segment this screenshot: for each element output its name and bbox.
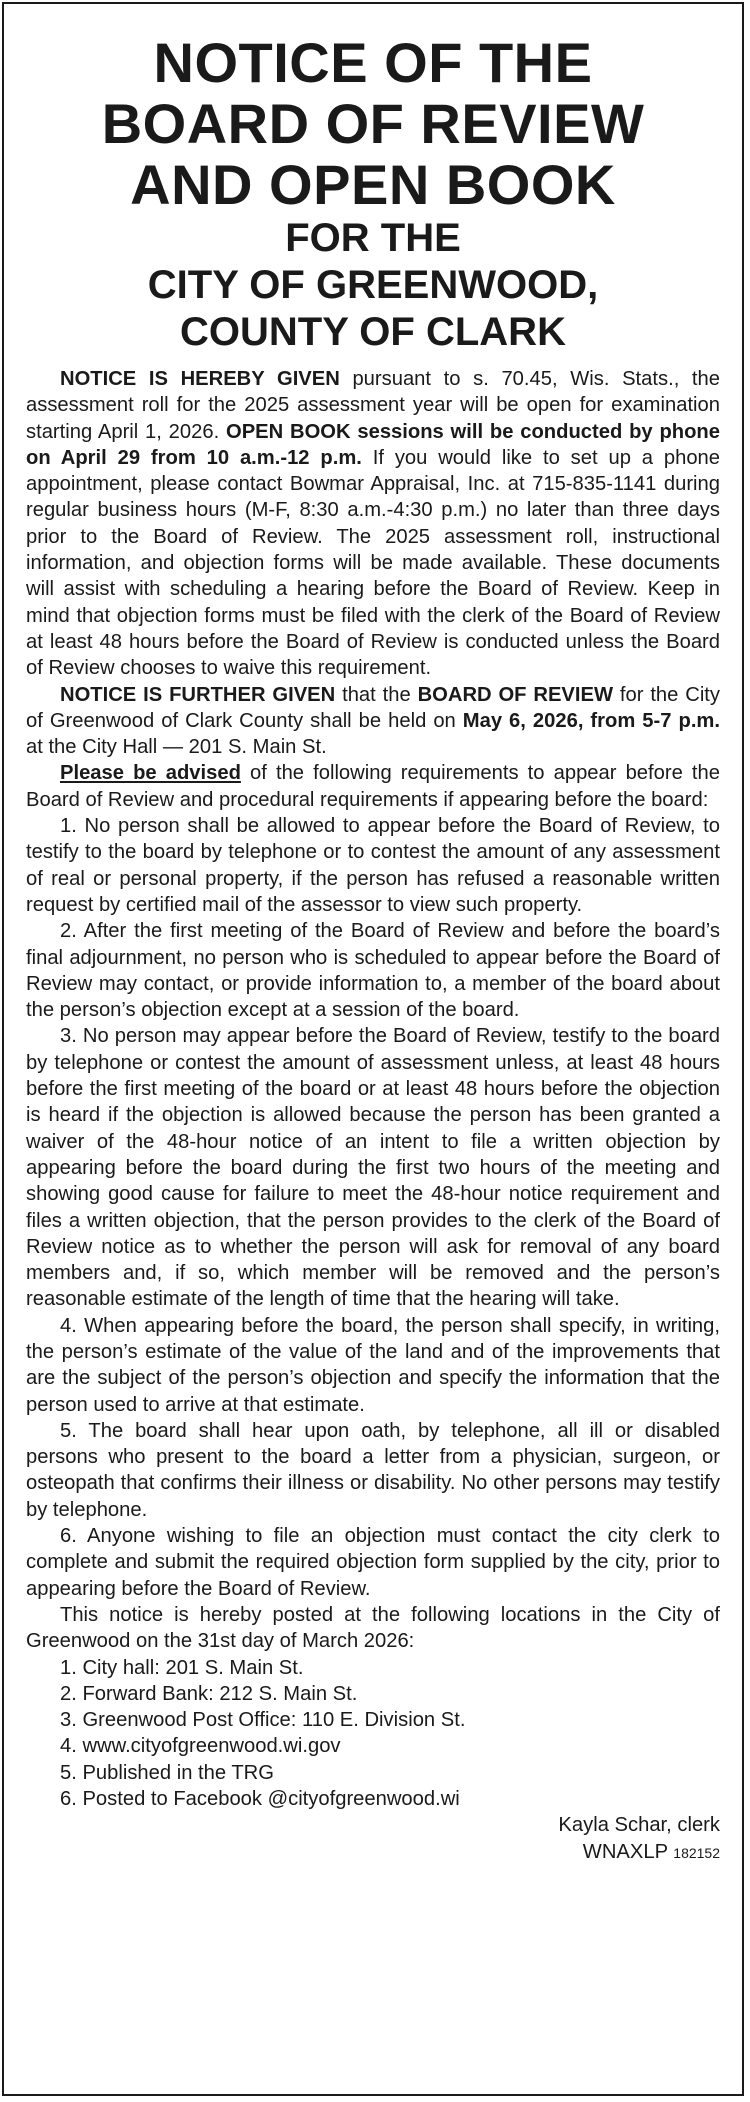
open-book-paragraph (26, 366, 720, 682)
please-be-advised: Please be advised (60, 762, 241, 785)
subtitle-line-2: CITY OF GREENWOOD, (147, 263, 599, 307)
advised-paragraph (26, 760, 720, 813)
location-item: 1. City hall: 201 S. Main St. (60, 1656, 304, 1679)
paragraph-text: at the City Hall — 201 S. Main St. (26, 736, 327, 759)
location-item: 3. Greenwood Post Office: 110 E. Division St. (60, 1709, 466, 1732)
notice-heading (4, 4, 742, 356)
paragraph-text: of the following requirements to appear before the Board of Review and procedural requirements if appearing before the board: (26, 762, 720, 811)
title-line-1: NOTICE OF THE (153, 31, 593, 94)
location-item: 5. Published in the TRG (60, 1761, 274, 1784)
board-of-review-bold: BOARD OF REVIEW (417, 683, 614, 706)
posting-intro: This notice is hereby posted at the following locations in the City of Greenwood on the 31st day of March 2026: (26, 1603, 720, 1653)
paragraph-text: that the (335, 683, 418, 706)
requirement-item: 4. When appearing before the board, the person shall specify, in writing, the person’s estimate of the value of the land and of the improvements that are the subject of the person’s objection and specify the information that the person used to arrive at that estimate. (26, 1314, 720, 1416)
subtitle-line-3: COUNTY OF CLARK (180, 310, 566, 354)
ad-code: WNAXLP (582, 1840, 668, 1863)
ad-code-line (4, 1839, 720, 1866)
paragraph-text: for the City of Greenwood of Clark County shall be held on (26, 683, 721, 732)
board-of-review-paragraph (26, 682, 720, 761)
requirement-item: 6. Anyone wishing to file an objection must contact the city clerk to complete and submit the required objection form supplied by the city, prior to appearing before the Board of Review. (26, 1525, 720, 1600)
location-item: 4. www.cityofgreenwood.wi.gov (60, 1735, 341, 1758)
subtitle-line-1: FOR THE (285, 216, 461, 260)
requirement-item: 3. No person may appear before the Board of Review, testify to the board by telephone or contest the amount of assessment unless, at least 48 hours before the first meeting of the board or at least 48 hours before the objection is heard if the objection is allowed because the person has been granted a waiver of the 48-hour notice of an intent to file a written objection by appearing before the board during the first two hours of the meeting and showing good cause for failure to meet the 48-hour notice requirement and files a written objection, that the person provides to the clerk of the Board of Review notice as to whether the person will ask for removal of any board members and, if so, which member will be removed and the person’s reasonable estimate of the length of time that the hearing will take. (26, 1025, 720, 1311)
location-item: 2. Forward Bank: 212 S. Main St. (60, 1682, 358, 1705)
notice-body (4, 356, 742, 1812)
requirement-item: 5. The board shall hear upon oath, by telephone, all ill or disabled persons who present to the board a letter from a physician, surgeon, or osteopath that confirms their illness or disability. No other persons may testify by telephone. (26, 1419, 720, 1521)
paragraph-text: pursuant to s. 70.45, Wis. Stats., the assessment roll for the 2025 assessment year will be open for examination starting April 1, 2026. (26, 368, 720, 443)
further-given-lead: NOTICE IS FURTHER GIVEN (60, 683, 336, 706)
meeting-date: May 6, 2026, from 5-7 p.m. (462, 709, 720, 732)
location-item: 6. Posted to Facebook @cityofgreenwood.wi (60, 1788, 460, 1811)
requirement-item: 1. No person shall be allowed to appear before the Board of Review, to testify to the board by telephone or to contest the amount of any assessment of real or personal property, if the person has refused a reasonable written request by certified mail of the assessor to view such property. (26, 815, 720, 916)
open-book-sessions: OPEN BOOK sessions will be conducted by phone on April 29 from 10 a.m.-12 p.m. (26, 420, 720, 469)
title-line-2: BOARD OF REVIEW (101, 92, 645, 155)
hereby-given-lead: NOTICE IS HEREBY GIVEN (60, 368, 340, 390)
signature-block (4, 1812, 742, 1866)
ad-number: 182152 (673, 1844, 720, 1861)
clerk-signature: Kayla Schar, clerk (558, 1814, 720, 1837)
requirement-item: 2. After the first meeting of the Board of Review and before the board’s final adjournment, no person who is scheduled to appear before the Board of Review may contact, or provide information to, a member of the board about the person’s objection except at a session of the board. (26, 920, 720, 1022)
paragraph-text: If you would like to set up a phone appointment, please contact Bowmar Appraisal, Inc. at 715-835-1141 during regular business hours (M-F, 8:30 a.m.-4:30 p.m.) no later than three days prior to the Board of Review. The 2025 assessment roll, instructional information, and objection forms will be made available. These documents will assist with scheduling a hearing before the Board of Review. Keep in mind that objection forms must be filed with the clerk of the Board of Review at least 48 hours before the Board of Review is conducted unless the Board of Review chooses to waive this requirement. (26, 446, 720, 680)
title-line-3: AND OPEN BOOK (130, 153, 616, 216)
legal-notice (2, 2, 744, 2096)
